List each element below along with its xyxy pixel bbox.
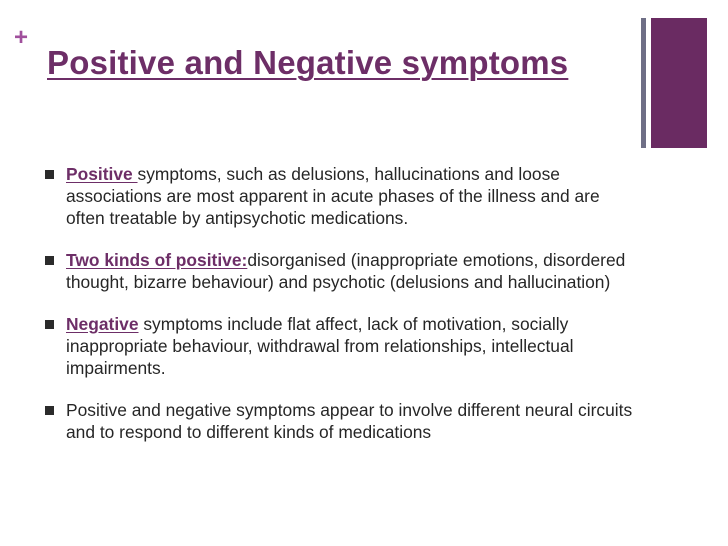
bullet-text-positive: symptoms, such as delusions, hallucinations and loose associations are most apparent in acute phases of the illness and are often treatable by antipsychotic medications. — [66, 164, 600, 228]
bullet-item-neural-circuits — [45, 399, 635, 443]
bullet-marker — [45, 406, 54, 415]
bullet-text-negative: symptoms include flat affect, lack of motivation, socially inappropriate behaviour, withdrawal from relationships, intellectual impairments. — [66, 314, 574, 378]
bullet-item-positive — [45, 163, 635, 229]
slide-title: Positive and Negative symptoms — [47, 44, 569, 81]
bullet-keyword-two-kinds: Two kinds of positive: — [66, 250, 248, 270]
bullet-item-two-kinds — [45, 249, 635, 293]
plus-mark: + — [14, 24, 29, 51]
decor-bar-thick — [651, 18, 707, 148]
bullet-text-two-kinds: disorganised (inappropriate emotions, disordered thought, bizarre behaviour) and psychotic (delusions and hallucination) — [66, 250, 626, 292]
bullet-marker — [45, 256, 54, 265]
bullet-keyword-positive: Positive — [66, 164, 138, 184]
bullet-keyword-negative: Negative — [66, 314, 139, 334]
bullet-list — [45, 163, 635, 463]
bullet-marker — [45, 320, 54, 329]
bullet-item-negative — [45, 313, 635, 379]
bullet-marker — [45, 170, 54, 179]
bullet-text-neural-circuits: Positive and negative symptoms appear to involve different neural circuits and to respond to different kinds of medications — [66, 400, 633, 442]
decor-bar-thin — [641, 18, 646, 148]
